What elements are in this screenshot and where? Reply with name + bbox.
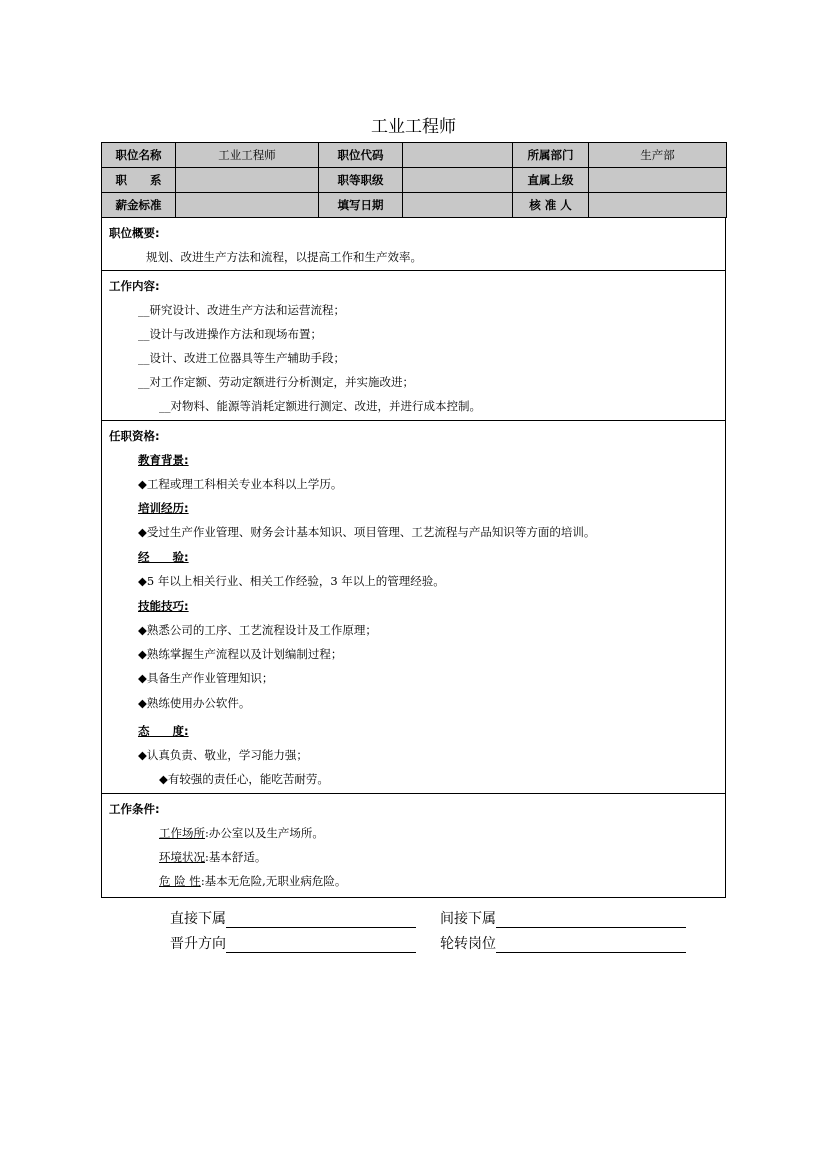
environment-label: 环境状况 <box>159 850 205 864</box>
direct-subordinate-field <box>170 908 416 928</box>
direct-subordinate-blank[interactable] <box>226 912 416 928</box>
experience-label: 经 验: <box>138 550 189 564</box>
skills-label: 技能技巧: <box>138 599 189 613</box>
skill-item: ◆熟练使用办公软件。 <box>138 696 251 710</box>
job-series-value <box>176 168 319 193</box>
approver-label: 核 准 人 <box>513 193 589 218</box>
skill-item: ◆熟悉公司的工序、工艺流程设计及工作原理； <box>138 623 377 637</box>
experience-text: ◆5 年以上相关行业、相关工作经验，3 年以上的管理经验。 <box>138 574 445 588</box>
direct-subordinate-label: 直接下属 <box>170 911 226 927</box>
supervisor-value <box>589 168 727 193</box>
environment-row <box>159 849 266 865</box>
skill-item: ◆具备生产作业管理知识； <box>138 671 274 685</box>
grade-label: 职等职级 <box>319 168 403 193</box>
risk-row <box>159 873 346 889</box>
header-row-3 <box>102 193 727 218</box>
salary-value <box>176 193 319 218</box>
education-label: 教育背景: <box>138 453 189 467</box>
work-content-section <box>101 270 726 421</box>
work-item: __对工作定额、劳动定额进行分析测定，并实施改进； <box>138 375 414 389</box>
indirect-subordinate-blank[interactable] <box>496 912 686 928</box>
qualifications-label: 任职资格: <box>109 429 160 443</box>
workplace-value: :办公室以及生产场所。 <box>205 826 324 840</box>
promotion-field <box>170 933 416 953</box>
header-row-1 <box>102 143 727 168</box>
attitude-item: ◆有较强的责任心，能吃苦耐劳。 <box>159 772 329 786</box>
attitude-item: ◆认真负责、敬业，学习能力强； <box>138 748 308 762</box>
training-text: ◆受过生产作业管理、财务会计基本知识、项目管理、工艺流程与产品知识等方面的培训。 <box>138 525 596 539</box>
conditions-label: 工作条件: <box>109 802 160 816</box>
overview-label: 职位概要: <box>109 226 160 240</box>
position-code-value <box>403 143 513 168</box>
page-title: 工业工程师 <box>371 117 456 137</box>
attitude-label: 态 度: <box>138 724 189 738</box>
work-item: __设计、改进工位器具等生产辅助手段； <box>138 351 345 365</box>
work-content-label: 工作内容: <box>109 279 160 293</box>
header-row-2 <box>102 168 727 193</box>
indirect-subordinate-label: 间接下属 <box>440 911 496 927</box>
risk-label: 危 险 性 <box>159 874 201 888</box>
workplace-label: 工作场所 <box>159 826 205 840</box>
qualifications-section <box>101 420 726 794</box>
department-value: 生产部 <box>589 143 727 168</box>
job-series-label: 职 系 <box>102 168 176 193</box>
overview-section <box>101 217 726 271</box>
environment-value: :基本舒适。 <box>205 850 267 864</box>
supervisor-label: 直属上级 <box>513 168 589 193</box>
header-table <box>101 142 727 218</box>
indirect-subordinate-field <box>440 908 686 928</box>
rotation-label: 轮转岗位 <box>440 936 496 952</box>
position-name-value: 工业工程师 <box>176 143 319 168</box>
department-label: 所属部门 <box>513 143 589 168</box>
grade-value <box>403 168 513 193</box>
fill-date-value <box>403 193 513 218</box>
workplace-row <box>159 825 324 841</box>
fill-date-label: 填写日期 <box>319 193 403 218</box>
work-item: __研究设计、改进生产方法和运营流程； <box>138 303 345 317</box>
training-label: 培训经历: <box>138 501 189 515</box>
skill-item: ◆熟练掌握生产流程以及计划编制过程； <box>138 647 343 661</box>
promotion-label: 晋升方向 <box>170 936 226 952</box>
education-text: ◆工程或理工科相关专业本科以上学历。 <box>138 477 343 491</box>
risk-value: :基本无危险,无职业病危险。 <box>200 874 347 888</box>
salary-label: 薪金标准 <box>102 193 176 218</box>
approver-value <box>589 193 727 218</box>
position-code-label: 职位代码 <box>319 143 403 168</box>
rotation-field <box>440 933 686 953</box>
conditions-section <box>101 793 726 898</box>
position-name-label: 职位名称 <box>102 143 176 168</box>
work-item: __对物料、能源等消耗定额进行测定、改进，并进行成本控制。 <box>159 399 481 413</box>
promotion-blank[interactable] <box>226 937 416 953</box>
work-item: __设计与改进操作方法和现场布置； <box>138 327 322 341</box>
rotation-blank[interactable] <box>496 937 686 953</box>
overview-text: 规划、改进生产方法和流程，以提高工作和生产效率。 <box>146 250 422 264</box>
